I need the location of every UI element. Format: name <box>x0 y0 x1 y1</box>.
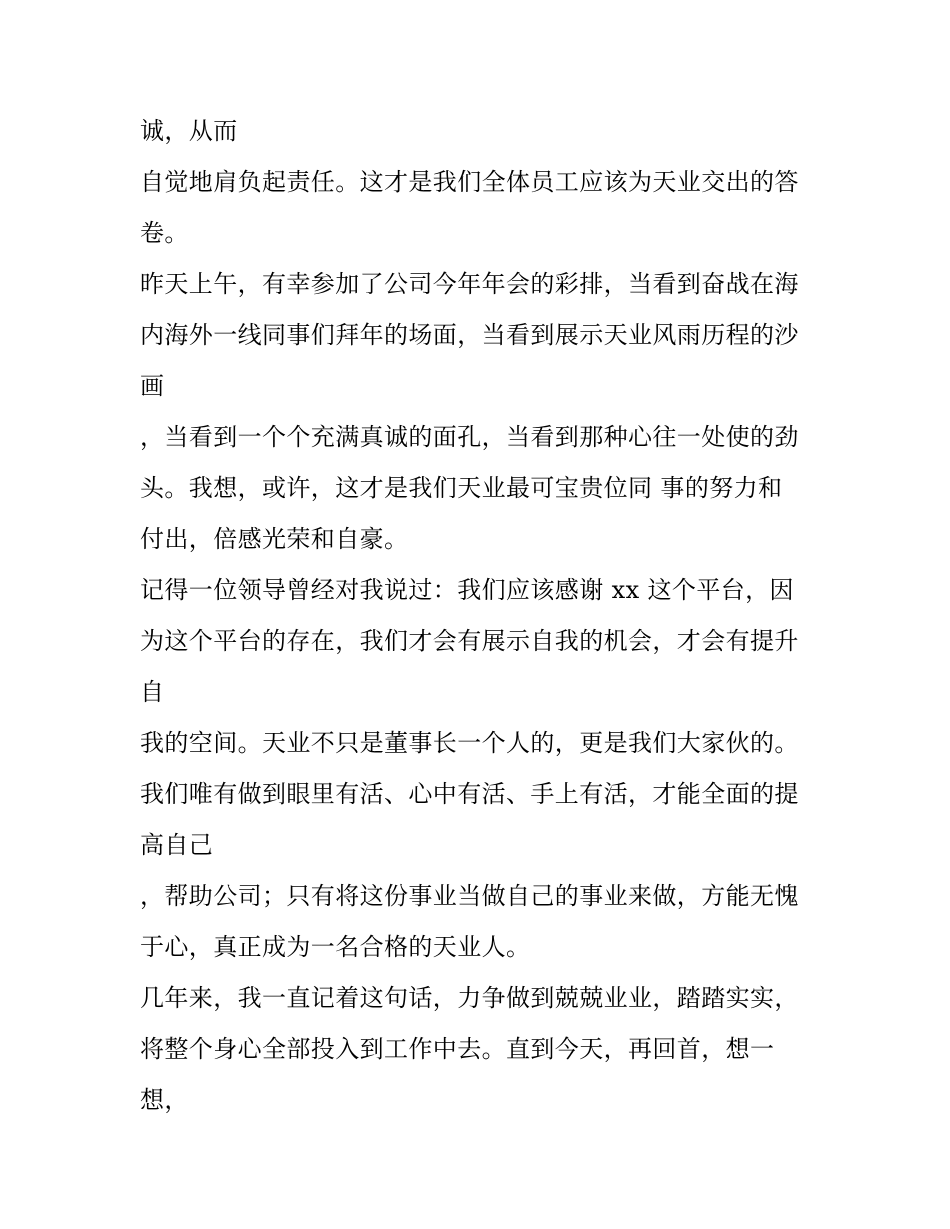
text-line: ，当看到一个个充满真诚的面孔，当看到那种心往一处使的劲 <box>140 423 799 451</box>
text-line: 画 <box>140 372 165 400</box>
text-line: 为这个平台的存在，我们才会有展示自我的机会，才会有提升 <box>140 627 799 655</box>
text-line: 将整个身心全部投入到工作中去。直到今天，再回首，想一 <box>140 1035 775 1063</box>
text-line: 头。我想，或许，这才是我们天业最可宝贵位同 事的努力和 <box>140 474 783 502</box>
text-line: 记得一位领导曾经对我说过：我们应该感谢 xx 这个平台，因 <box>140 576 794 604</box>
text-line: 于心，真正成为一名合格的天业人。 <box>140 933 531 961</box>
text-line: 昨天上午，有幸参加了公司今年年会的彩排，当看到奋战在海 <box>140 270 799 298</box>
text-line: 诚，从而 <box>140 117 238 145</box>
text-line: 高自己 <box>140 831 214 859</box>
text-line: 内海外一线同事们拜年的场面，当看到展示天业风雨历程的沙 <box>140 321 799 349</box>
text-line: 想， <box>140 1086 189 1114</box>
text-line: 几年来，我一直记着这句话，力争做到兢兢业业，踏踏实实， <box>140 984 799 1012</box>
body-text <box>140 106 830 1126</box>
text-line: 我的空间。天业不只是董事长一个人的，更是我们大家伙的。 <box>140 729 799 757</box>
text-line: 自 <box>140 678 165 706</box>
text-line: ，帮助公司；只有将这份事业当做自己的事业来做，方能无愧 <box>140 882 799 910</box>
text-line: 我们唯有做到眼里有活、心中有活、手上有活，才能全面的提 <box>140 780 799 808</box>
text-line: 卷。 <box>140 219 189 247</box>
text-line: 付出，倍感光荣和自豪。 <box>140 525 409 553</box>
text-line: 自觉地肩负起责任。这才是我们全体员工应该为天业交出的答 <box>140 168 799 196</box>
